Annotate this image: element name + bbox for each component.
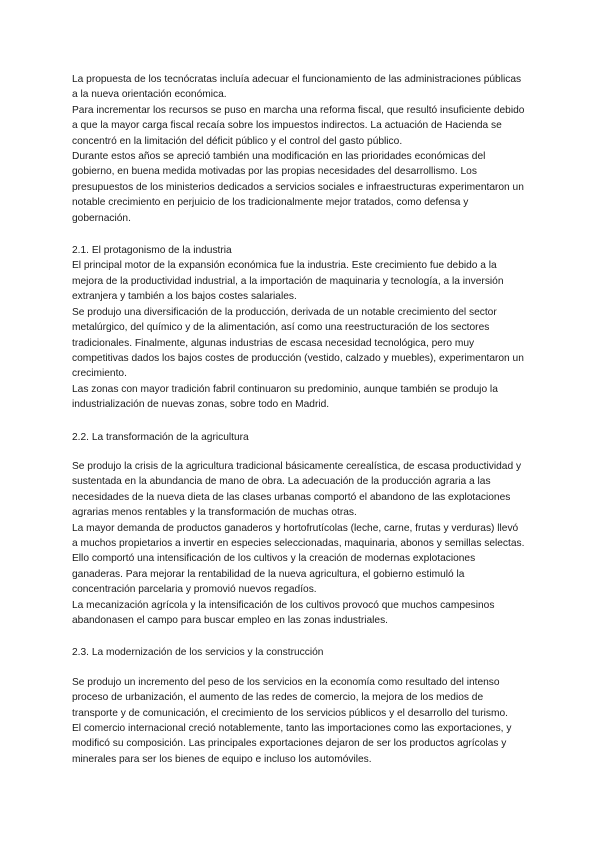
heading-industry: 2.1. El protagonismo de la industria xyxy=(72,245,232,257)
agriculture-paragraph-1: Se produjo la crisis de la agricultura tradicional básicamente cerealística, de escasa productividad y sustentada en la abundancia de mano de obra. La adecuación de la producción agraria a las necesidades de la nueva dieta de las clases urbanas comportó el abandono de las explotaciones agrarias menos rentables y la transformación de muchas otras. xyxy=(72,460,522,519)
services-paragraph-1: Se produjo un incremento del peso de los servicios en la economía como resultado del intenso proceso de urbanización, el aumento de las redes de comercio, la mejora de los medios de transporte y de comunicación, el crecimiento de los servicios públicos y el desarrollo del turismo. xyxy=(72,676,508,719)
intro-paragraph-3: Durante estos años se apreció también una modificación en las prioridades económicas del gobierno, en buena medida motivadas por las propias necesidades del desarrollismo. Los presupuestos de los ministerios dedicados a servicios sociales e infraestructuras experimentaron un notable crecimiento en perjuicio de los tradicionalmente mejor tratados, como defensa y gobernación. xyxy=(72,151,524,224)
intro-paragraph-1: La propuesta de los tecnócratas incluía adecuar el funcionamiento de las administraciones públicas a la nueva orientación económica. xyxy=(72,74,522,101)
agriculture-paragraph-2: La mayor demanda de productos ganaderos y hortofrutícolas (leche, carne, frutas y verduras) llevó a muchos propietarios a invertir en especies seleccionadas, maquinaria, abonos y semillas selectas. Ello comportó una intensificación de los cultivos y la creación de modernas explotaciones ganaderas. Para mejorar la rentabilidad de la nueva agricultura, el gobierno estimuló la concentración parcelaria y promovió nuevos regadíos. xyxy=(72,522,525,596)
industry-paragraph-2: Se produjo una diversificación de la producción, derivada de un notable crecimiento del sector metalúrgico, del químico y de la alimentación, así como una reestructuración de los sectores tradicionales. Finalmente, algunas industrias de escasa necesidad tecnológica, pero muy competitivas dados los bajos costes de producción (vestido, calzado y muebles), experimentaron un crecimiento. xyxy=(72,306,524,380)
services-paragraph-2: El comercio internacional creció notablemente, tanto las importaciones como las exportaciones, y modificó su composición. Las principales exportaciones dejaron de ser los productos agrícolas y minerales para ser los bienes de equipo e incluso los automóviles. xyxy=(72,723,512,765)
industry-paragraph-3: Las zonas con mayor tradición fabril continuaron su predominio, aunque también se produjo la industrialización de nuevas zonas, sobre todo en Madrid. xyxy=(72,383,498,411)
heading-agriculture: 2.2. La transformación de la agricultura xyxy=(72,431,249,443)
heading-services: 2.3. La modernización de los servicios y la construcción xyxy=(72,647,324,659)
industry-paragraph-1: El principal motor de la expansión económica fue la industria. Este crecimiento fue debido a la mejora de la productividad industrial, a la importación de maquinaria y tecnología, a la inversión extranjera y también a los bajos costes salariales. xyxy=(72,260,504,303)
agriculture-paragraph-3: La mecanización agrícola y la intensificación de los cultivos provocó que muchos campesinos abandonasen el campo para buscar empleo en las zonas industriales. xyxy=(72,599,495,626)
intro-paragraph-2: Para incrementar los recursos se puso en marcha una reforma fiscal, que resultó insuficiente debido a que la mayor carga fiscal recaía sobre los impuestos indirectos. La actuación de Hacienda se concentró en la limitación del déficit público y el control del gasto público. xyxy=(72,104,525,147)
